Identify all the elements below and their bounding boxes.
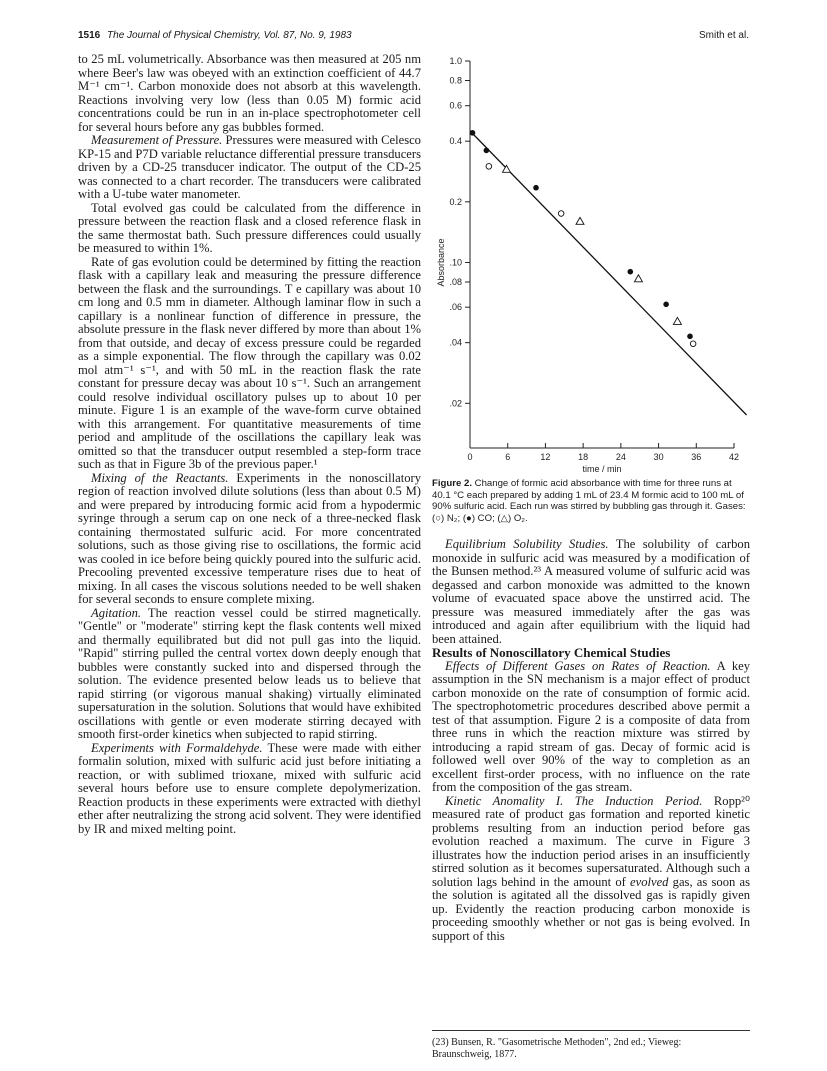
absorbance-chart (432, 53, 752, 473)
left-column (78, 53, 421, 836)
paragraph: Measurement of Pressure. Pressures were measured with Celesco KP-15 and P7D variable reluctance differential pressure transducers driven by a CD-25 transducer indicator. The output of the CD-25 was connected to a chart recorder. The transducers were calibrated with a U-tube water manometer. (78, 133, 421, 201)
footnote (432, 1030, 750, 1060)
y-tick-label: 0.8 (449, 75, 462, 86)
y-tick-label: .06 (449, 302, 462, 313)
y-tick-label: 0.2 (449, 196, 462, 207)
y-tick-label: .10 (449, 257, 462, 268)
run-in-heading: Mixing of the Reactants. (91, 470, 229, 485)
x-tick-label: 12 (540, 452, 551, 462)
data-point-n2 (486, 164, 492, 170)
run-in-heading: Measurement of Pressure. (91, 133, 223, 147)
paragraph: Effects of Different Gases on Rates of Reaction. A key assumption in the SN mechanism is a major effect of product carbon monoxide on the rate of consumption of formic acid. The spectrophotometric procedures described above permit a test of that assumption. Figure 2 is a composite of data from three runs in which the reaction mixture was stirred by introducing a rapid stream of gas. Decay of formic acid is followed well over 90% of the way to completion as an excellent first-order process, with no influence on the rate from the composition of the gas stream. (432, 658, 751, 794)
page-number: 1516 (78, 30, 101, 41)
x-tick-label: 36 (691, 452, 702, 462)
x-tick-label: 6 (505, 452, 511, 462)
y-tick-label: .04 (449, 337, 462, 348)
footnote-line: Braunschweig, 1877. (432, 1048, 517, 1060)
data-point-co (627, 269, 633, 275)
section-title: Results of Nonoscillatory Chemical Studies (432, 645, 671, 660)
figure-caption (432, 478, 752, 524)
data-point-n2 (558, 211, 564, 217)
run-in-heading: Effects of Different Gases on Rates of Reaction. (445, 658, 711, 673)
footnote-line: (23) Bunsen, R. "Gasometrische Methoden", 2nd ed.; Vieweg: (432, 1037, 682, 1048)
data-point-co (484, 148, 490, 154)
paragraph: Rate of gas evolution could be determined by fitting the reaction flask with a capillary leak and measuring the pressure difference between the flask and the surroundings. T e capillary was about 10 cm long and 0.5 mm in diameter. Although laminar flow in such a capillary is a nonlinear function of difference in pressure, the absolute pressure in the flask never differed by more than about 1% from that outside, and decay of excess pressure could be regarded as a simple exponential. The flow through the capillary was 0.02 mol atm⁻¹ s⁻¹, and with 50 mL in the reaction flask the rate constant for pressure decay was about 10 s⁻¹. Such an arrangement could resolve individual oscillatory pulses up to about 10 per minute. Figure 1 is an example of the wave-form curve obtained with this arrangement. For quantitative measurements of time period and amplitude of the oscillations the capillary leak was omitted so that the transducer output resembled a step-form trace such as that in Figure 3b of the previous paper.¹ (78, 254, 421, 471)
run-in-heading: Agitation. (91, 605, 142, 620)
data-point-co (470, 130, 476, 136)
x-tick-label: 0 (467, 452, 473, 462)
data-point-n2 (690, 341, 696, 347)
data-point-o2 (673, 317, 681, 324)
run-in-heading: Equilibrium Solubility Studies. (445, 537, 609, 551)
y-tick-label: .08 (449, 277, 462, 288)
data-point-co (687, 334, 693, 340)
y-tick-label: 0.4 (449, 136, 462, 147)
journal-citation: The Journal of Physical Chemistry, Vol. 87, No. 9, 1983 (107, 30, 352, 41)
run-in-heading: Kinetic Anomality I. The Induction Period. (445, 793, 703, 808)
x-tick-label: 18 (578, 452, 589, 462)
y-axis-label: Absorbance (436, 238, 446, 287)
paragraph: Agitation. The reaction vessel could be stirred magnetically. "Gentle" or "moderate" stirring kept the flask contents well mixed and thermally equilibrated but did not pull gas into the liquid. "Rapid" stirring pulled the central vortex down deeply enough that bubbles were constantly sucked into and dispersed through the solution. The evidence presented below leads us to believe that rapid stirring (or vigorous manual shaking) virtually eliminated supersaturation in the solution. Solutions that would have exhibited oscillations with gentle or even moderate stirring decayed with smooth first-order kinetics when subjected to rapid stirring. (78, 605, 421, 741)
figure-2 (432, 53, 752, 473)
data-point-o2 (576, 217, 584, 224)
data-point-co (533, 185, 539, 191)
paragraph: Kinetic Anomality I. The Induction Period. Ropp²⁰ measured rate of product gas formation and reported kinetic problems resulting from an induction period before gas evolution reached a maximum. The curve in Figure 3 illustrates how the induction period arises in an insufficiently stirred solution as it becomes supersaturated. Although such a solution lags behind in the amount of evolved gas, as soon as the solution is agitated all the dissolved gas is rapidly given up. Evidently the reaction producing carbon monoxide is proceeding smoothly whether or not gas is being evolved. In support of this (432, 793, 750, 943)
run-in-heading: Experiments with Formaldehyde. (91, 740, 263, 755)
data-point-o2 (634, 275, 642, 282)
y-tick-label: 1.0 (449, 56, 462, 66)
x-tick-label: 24 (615, 452, 626, 462)
x-tick-label: 30 (653, 452, 664, 462)
fit-line (470, 131, 747, 415)
paragraph: Equilibrium Solubility Studies. The solubility of carbon monoxide in sulfuric acid was measured by a modification of the Bunsen method.²³ A measured volume of sulfuric acid was degassed and carbon monoxide was admitted to the known volume of evacuated space above the unstirred acid. The pressure was measured immediately after the gas was introduced and again after equilibrium with the liquid had been attained. (432, 537, 750, 646)
running-header (78, 30, 352, 41)
caption-label: Figure 2. (432, 478, 472, 489)
data-point-co (663, 302, 669, 308)
y-tick-label: .02 (449, 398, 462, 409)
right-column (432, 538, 750, 943)
paragraph: Experiments with Formaldehyde. These were made with either formalin solution, mixed with sulfuric acid just before initiating a reaction, or with sublimed trioxane, mixed with sulfuric acid several hours before use to ensure complete depolymerization. Reaction products in these experiments were extracted with diethyl ether after neutralizing the strong acid solvent. They were identified by IR and mixed melting point. (78, 740, 421, 836)
x-axis-label: time / min (582, 464, 622, 473)
paragraph: Mixing of the Reactants. Experiments in the nonoscillatory region of reaction involved dilute solutions (less than about 0.5 M) and were prepared by introducing formic acid from a hypodermic syringe through a serum cap on one neck of a three-necked flask containing thermostated sulfuric acid. For more concentrated solutions, such as those giving rise to oscillations, the formic acid was cooled in ice before being quickly poured into the sulfuric acid. Precooling prevented excessive temperature rises due to heat of mixing. In all cases the viscous solutions needed to be well shaken for several seconds to ensure complete mixing. (78, 470, 422, 606)
x-tick-label: 42 (728, 452, 740, 462)
caption-text: Change of formic acid absorbance with time for three runs at 40.1 °C each prepared by adding 1 mL of 23.4 M formic acid to 100 mL of 90% sulfuric acid. Each run was stirred by bubbling gas through it. Gases: (○) N₂; (●) CO; (△) O₂. (432, 478, 746, 524)
emphasis: evolved (630, 874, 669, 889)
paragraph: Total evolved gas could be calculated from the difference in pressure between the reaction flask and a closed reference flask in the same thermostat bath. Such pressure differences could usually be measured to within 1%. (78, 200, 421, 255)
paragraph: to 25 mL volumetrically. Absorbance was then measured at 205 nm where Beer's law was obeyed with an extinction coefficient of 44.7 M⁻¹ cm⁻¹. Carbon monoxide does not absorb at this wavelength. Reactions involving very low (less than 0.05 M) formic acid concentrations could be run in an in-place spectrophotometer cell for several hours before any gas bubbles formed. (78, 52, 421, 134)
author-header: Smith et al. (698, 30, 749, 41)
y-tick-label: 0.6 (449, 100, 462, 111)
